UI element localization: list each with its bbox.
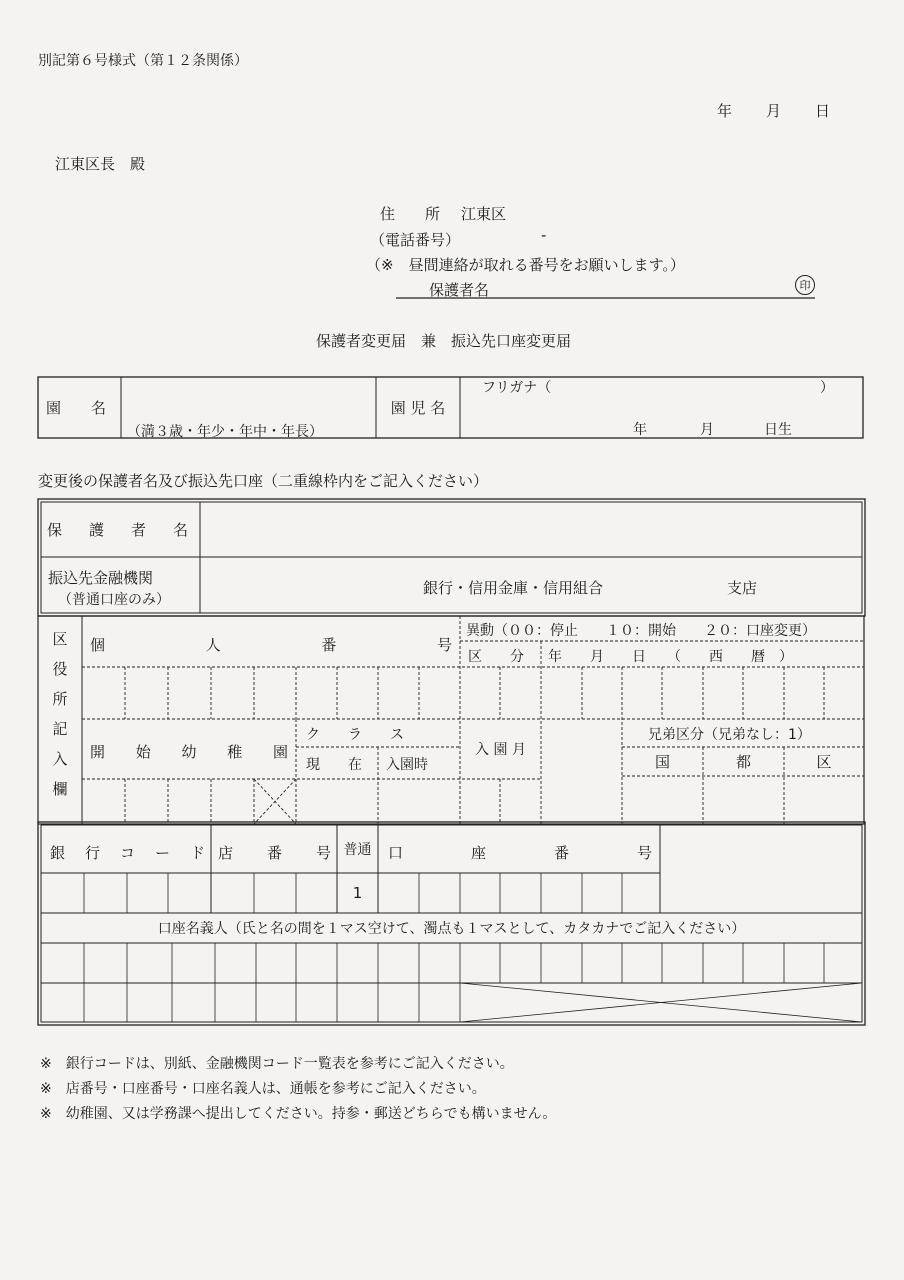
change-type-header: 異動（００：停止 １０：開始 ２０：口座変更）: [466, 623, 816, 639]
class-label: ク ラ ス: [306, 727, 404, 743]
furigana-label: フリガナ（: [482, 380, 552, 396]
date-day-label: 日: [815, 102, 831, 120]
birth-day-label: 日生: [764, 422, 792, 438]
date-month-label: 月: [766, 102, 782, 120]
date-year-label: 年: [717, 102, 733, 120]
kubun-label: 区 分: [468, 649, 524, 665]
an-char: 座: [470, 844, 486, 862]
side-char: 役: [52, 660, 68, 678]
pn-char: 番: [321, 636, 337, 654]
side-char: 入: [52, 750, 68, 768]
branch-number-label: [218, 842, 331, 863]
ss-char: 稚: [227, 743, 243, 761]
ordinary-label: 普通: [343, 842, 372, 858]
side-char: 記: [52, 720, 68, 738]
new-guardian-input[interactable]: [206, 506, 856, 552]
form-number: 別記第６号様式（第１２条関係）: [38, 53, 248, 69]
class-at-entry-label: 入園時: [386, 757, 428, 773]
side-char: 区: [52, 630, 68, 648]
branch-label: 支店: [727, 579, 758, 597]
new-guardian-label: 保 護 者 名: [46, 521, 194, 539]
bank-label: 振込先金融機関: [48, 569, 154, 587]
furigana-close: ）: [820, 380, 834, 396]
bc-char: 行: [84, 844, 100, 862]
birth-year-label: 年: [633, 422, 647, 438]
side-char: 所: [52, 690, 68, 708]
an-char: 番: [553, 844, 569, 862]
account-number-label: [388, 842, 652, 863]
ss-char: 始: [135, 743, 151, 761]
bank-code-label: [50, 842, 205, 863]
account-holder-note: 口座名義人（氏と名の間を１マス空けて、濁点も１マスとして、カタカナでご記入ください）: [157, 921, 746, 937]
bn-char: 番: [266, 844, 282, 862]
ss-char: 幼: [181, 743, 197, 761]
note-line: ※ 店番号・口座番号・口座名義人は、通帳を参考にご記入ください。: [40, 1081, 486, 1097]
entry-month-label: 入 園 月: [475, 742, 526, 758]
an-char: 号: [636, 844, 652, 862]
seal-text: 印: [799, 279, 811, 292]
bc-char: ー: [154, 844, 170, 862]
office-use-side-label: [38, 628, 82, 799]
bc-char: 銀: [50, 844, 66, 862]
class-current-label: 現 在: [306, 757, 362, 773]
an-char: 口: [388, 844, 404, 862]
side-char: 欄: [52, 780, 68, 798]
date-western-label: 年 月 日 （ 西 暦 ）: [548, 649, 793, 665]
ordinary-value: 1: [352, 884, 363, 902]
address-label: 住 所: [380, 205, 441, 223]
kuni-label: 国: [654, 753, 670, 771]
note-line: ※ 幼稚園、又は学務課へ提出してください。持参・郵送どちらでも構いません。: [40, 1106, 557, 1122]
bc-char: コ: [119, 844, 135, 862]
seal-mark: [795, 275, 815, 295]
bank-types: 銀行・信用金庫・信用組合: [423, 579, 604, 597]
section-note: 変更後の保護者名及び振込先口座（二重線枠内をご記入ください）: [38, 472, 489, 490]
phone-label: （電話番号）: [370, 231, 461, 249]
bc-char: ド: [189, 844, 205, 862]
pn-char: 号: [436, 636, 452, 654]
to-label: 都: [735, 753, 751, 771]
phone-note: （※ 昼間連絡が取れる番号をお願いします。）: [366, 256, 685, 274]
ss-char: 園: [272, 743, 288, 761]
personal-number-header: [90, 634, 452, 655]
address-value: 江東区: [461, 205, 507, 223]
birth-month-label: 月: [700, 422, 714, 438]
start-school-label: [90, 741, 288, 762]
addressee: 江東区長 殿: [55, 155, 146, 173]
ku-label: 区: [816, 753, 832, 771]
child-name-label: 園 児 名: [390, 399, 446, 417]
note-line: ※ 銀行コードは、別紙、金融機関コード一覧表を参考にご記入ください。: [40, 1056, 514, 1072]
pn-char: 人: [205, 636, 221, 654]
sibling-label: 兄弟区分（兄弟なし：1）: [648, 727, 811, 743]
grade-options: （満３歳・年少・年中・年長）: [127, 424, 323, 440]
school-name-label: 園 名: [46, 399, 107, 417]
bn-char: 号: [315, 844, 331, 862]
form-title: 保護者変更届 兼 振込先口座変更届: [316, 332, 572, 350]
guardian-name-label: 保護者名: [429, 281, 490, 299]
phone-dash: -: [541, 226, 547, 244]
ss-char: 開: [90, 743, 106, 761]
pn-char: 個: [90, 636, 106, 654]
bank-sub-label: （普通口座のみ）: [58, 592, 170, 608]
bn-char: 店: [218, 844, 234, 862]
